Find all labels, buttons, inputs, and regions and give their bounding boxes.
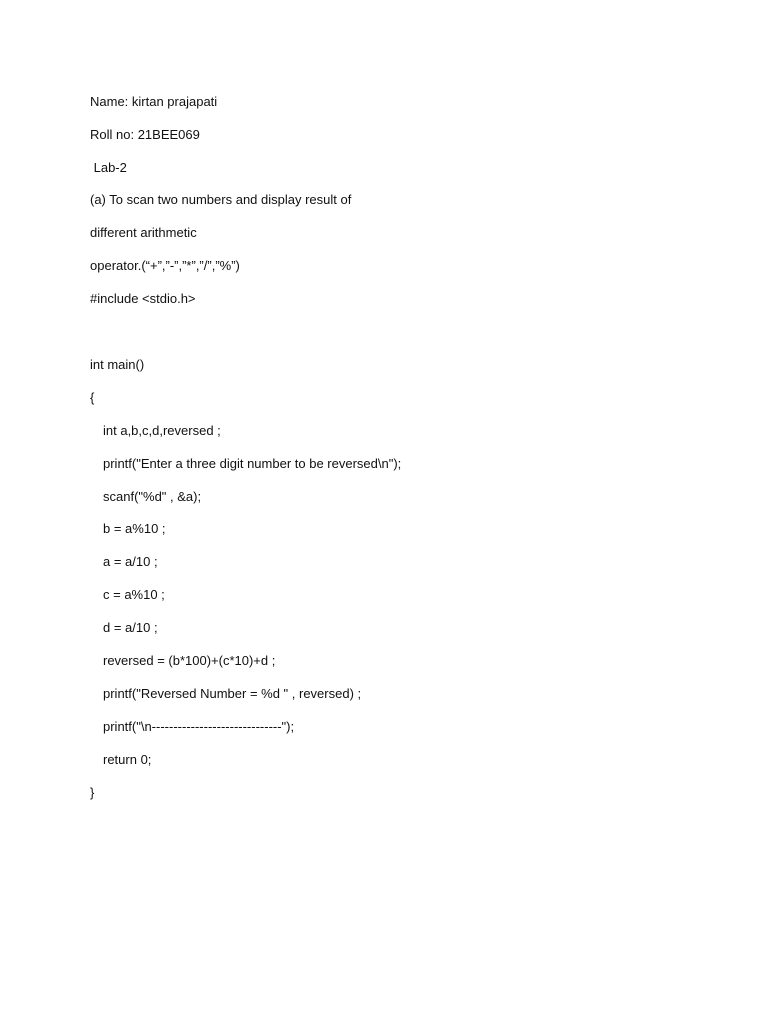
code-line: d = a/10 ; [103, 620, 158, 635]
code-line: reversed = (b*100)+(c*10)+d ; [103, 653, 276, 668]
code-line: b = a%10 ; [103, 521, 166, 536]
code-line: printf("Enter a three digit number to be reversed\n"); [103, 456, 402, 471]
code-line: return 0; [103, 752, 152, 767]
task-description-line-2: different arithmetic [90, 225, 197, 240]
code-include-line: #include <stdio.h> [90, 291, 196, 306]
code-open-brace: { [90, 390, 95, 405]
code-line: c = a%10 ; [103, 587, 165, 602]
task-description-line-3: operator.(“+”,”-”,”*”,”/”,”%”) [90, 258, 240, 273]
roll-number: Roll no: 21BEE069 [90, 127, 200, 142]
code-line: scanf("%d" , &a); [103, 489, 202, 504]
lab-title: Lab-2 [90, 160, 127, 175]
code-line: printf("\n------------------------------"); [103, 719, 295, 734]
code-close-brace: } [90, 785, 95, 800]
code-line: a = a/10 ; [103, 554, 158, 569]
code-main-signature: int main() [90, 357, 145, 372]
student-name: Name: kirtan prajapati [90, 94, 218, 109]
task-description-line-1: (a) To scan two numbers and display result of [90, 192, 352, 207]
code-line: int a,b,c,d,reversed ; [103, 423, 221, 438]
code-line: printf("Reversed Number = %d " , reversed) ; [103, 686, 362, 701]
